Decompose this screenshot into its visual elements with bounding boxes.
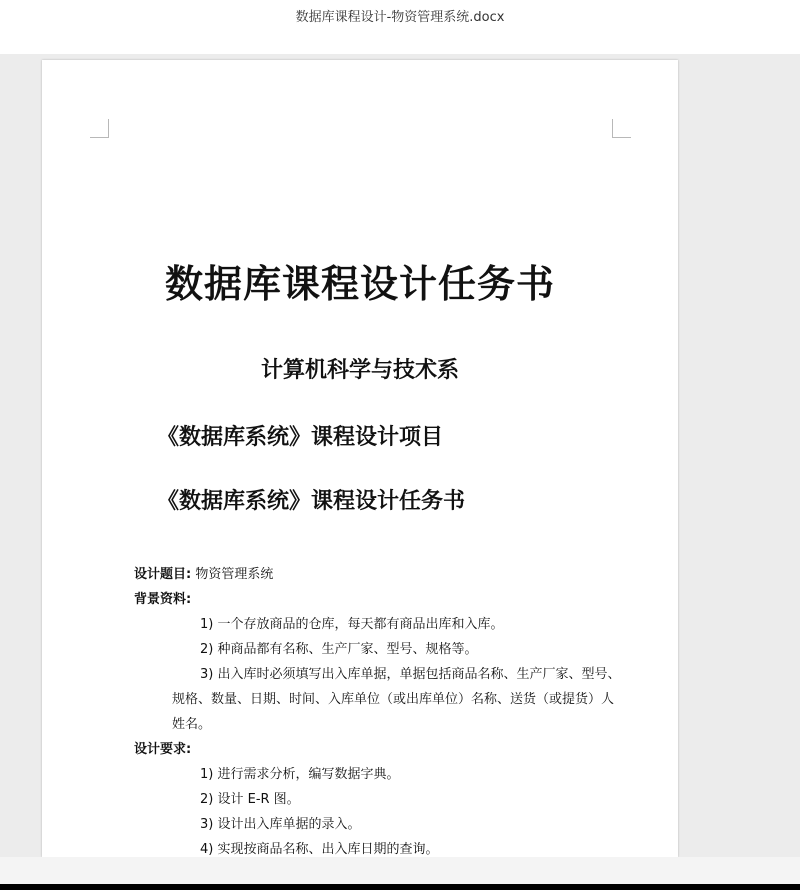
topic-label: 设计题目: xyxy=(134,567,192,582)
requirement-item: 4) 实现按商品名称、出入库日期的查询。 xyxy=(200,842,439,857)
document-page[interactable] xyxy=(42,60,678,857)
background-item: 1) 一个存放商品的仓库，每天都有商品出库和入库。 xyxy=(200,617,504,632)
document-body xyxy=(134,562,624,857)
department-heading: 计算机科学与技术系 xyxy=(260,358,459,383)
topic-value: 物资管理系统 xyxy=(195,567,274,582)
crop-mark-left xyxy=(90,119,109,138)
task-heading: 《数据库系统》课程设计任务书 xyxy=(157,489,466,514)
background-label: 背景资料: xyxy=(134,592,192,607)
crop-mark-right xyxy=(612,119,631,138)
main-title: 数据库课程设计任务书 xyxy=(164,262,555,306)
requirements-label: 设计要求: xyxy=(134,742,192,757)
requirement-item: 3) 设计出入库单据的录入。 xyxy=(200,817,361,832)
background-item-continued: 姓名。 xyxy=(172,717,212,732)
background-item: 2) 种商品都有名称、生产厂家、型号、规格等。 xyxy=(200,642,478,657)
background-item: 3) 出入库时必须填写出入库单据，单据包括商品名称、生产厂家、型号、 xyxy=(200,667,621,682)
document-filename: 数据库课程设计-物资管理系统.docx xyxy=(295,10,505,25)
requirement-item: 2) 设计 E-R 图。 xyxy=(200,792,300,807)
screen-edge xyxy=(0,884,800,890)
title-bar xyxy=(0,0,800,54)
bottom-bar xyxy=(0,857,800,884)
requirement-item: 1) 进行需求分析，编写数据字典。 xyxy=(200,767,400,782)
topic-line xyxy=(134,562,624,587)
project-heading: 《数据库系统》课程设计项目 xyxy=(157,425,444,450)
background-item-continued: 规格、数量、日期、时间、入库单位（或出库单位）名称、送货（或提货）人 xyxy=(172,692,615,707)
